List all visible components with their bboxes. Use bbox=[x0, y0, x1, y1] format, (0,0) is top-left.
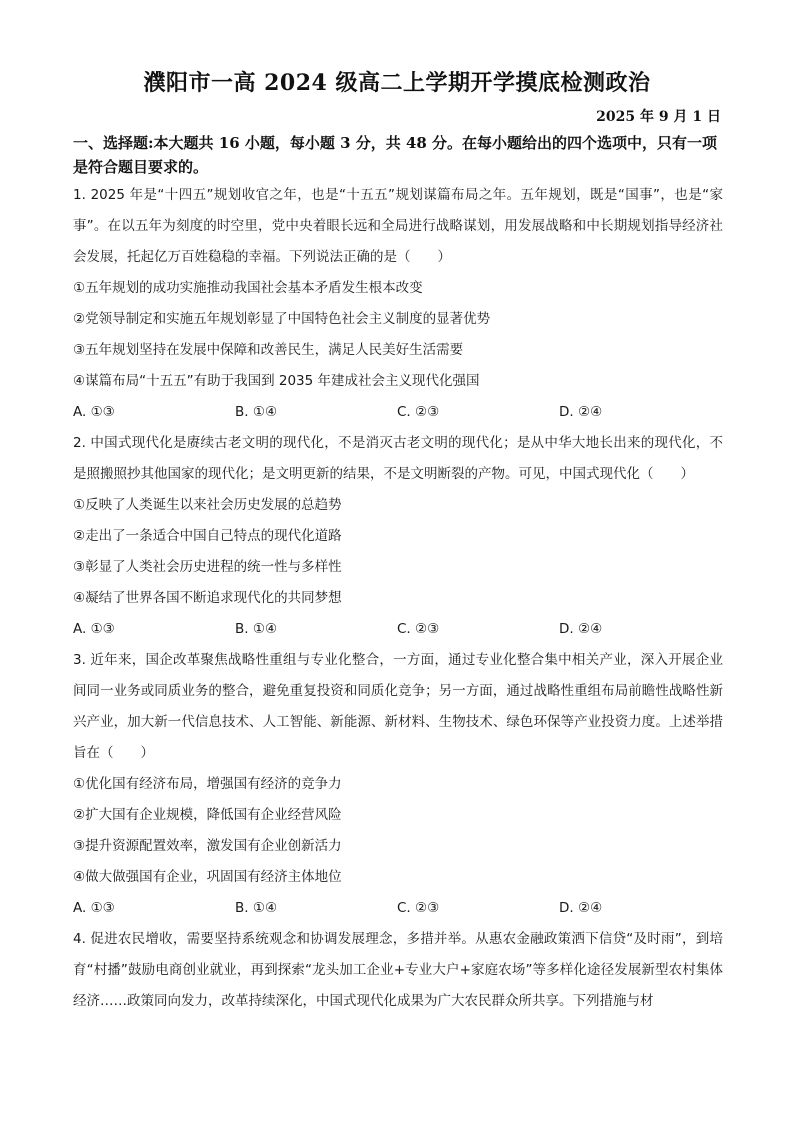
question-block bbox=[73, 924, 723, 1017]
answer-choices bbox=[73, 397, 723, 428]
statement-option: ④凝结了世界各国不断追求现代化的共同梦想 bbox=[73, 590, 342, 606]
statement-option: ①反映了人类诞生以来社会历史发展的总趋势 bbox=[73, 497, 342, 513]
question-text: 3. 近年来，国企改革聚焦战略性重组与专业化整合，一方面，通过专业化整合集中相关产业，深入开展企业间同一业务或同质业务的整合，避免重复投资和同质化竞争；另一方面，通过战略性重组布局前瞻性战略性新兴产业，加大新一代信息技术、人工智能、新能源、新材料、生物技术、绿色环保等产业投资力度。上述举措旨在（ ） bbox=[73, 652, 723, 761]
question-block bbox=[73, 645, 723, 924]
statement-option: ②走出了一条适合中国自己特点的现代化道路 bbox=[73, 528, 342, 544]
statement-option: ④做大做强国有企业，巩固国有经济主体地位 bbox=[73, 869, 342, 885]
statement-option: ②党领导制定和实施五年规划彰显了中国特色社会主义制度的显著优势 bbox=[73, 311, 491, 327]
choice-b: B. ①④ bbox=[235, 404, 278, 420]
choice-a: A. ①③ bbox=[73, 404, 115, 420]
question-block bbox=[73, 180, 723, 428]
statement-option: ③提升资源配置效率，激发国有企业创新活力 bbox=[73, 838, 342, 854]
question-block bbox=[73, 428, 723, 645]
choice-b: B. ①④ bbox=[235, 621, 278, 637]
choice-c: C. ②③ bbox=[397, 621, 440, 637]
answer-choices bbox=[73, 893, 723, 924]
choice-d: D. ②④ bbox=[559, 404, 603, 420]
choice-c: C. ②③ bbox=[397, 900, 440, 916]
answer-choices bbox=[73, 614, 723, 645]
statement-option: ①优化国有经济布局，增强国有经济的竞争力 bbox=[73, 776, 342, 792]
statement-option: ②扩大国有企业规模，降低国有企业经营风险 bbox=[73, 807, 342, 823]
section-heading: 一、选择题:本大题共 16 小题，每小题 3 分，共 48 分。在每小题给出的四个选项中，只有一项是符合题目要求的。 bbox=[73, 134, 718, 176]
statement-option: ④谋篇布局“十五五”有助于我国到 2035 年建成社会主义现代化强国 bbox=[73, 373, 480, 389]
choice-b: B. ①④ bbox=[235, 900, 278, 916]
statement-option: ③五年规划坚持在发展中保障和改善民生，满足人民美好生活需要 bbox=[73, 342, 464, 358]
question-text: 1. 2025 年是“十四五”规划收官之年，也是“十五五”规划谋篇布局之年。五年规划，既是“国事”，也是“家事”。在以五年为刻度的时空里，党中央着眼长远和全局进行战略谋划，用发展战略和中长期规划指导经济社会发展，托起亿万百姓稳稳的幸福。下列说法正确的是（ ） bbox=[73, 187, 723, 265]
statement-option: ③彰显了人类社会历史进程的统一性与多样性 bbox=[73, 559, 342, 575]
document-title: 濮阳市一高 2024 级高二上学期开学摸底检测政治 bbox=[143, 70, 651, 96]
exam-date: 2025 年 9 月 1 日 bbox=[596, 109, 721, 125]
choice-c: C. ②③ bbox=[397, 404, 440, 420]
choice-a: A. ①③ bbox=[73, 900, 115, 916]
statement-option: ①五年规划的成功实施推动我国社会基本矛盾发生根本改变 bbox=[73, 280, 423, 296]
choice-d: D. ②④ bbox=[559, 621, 603, 637]
questions-container bbox=[73, 180, 723, 1017]
choice-a: A. ①③ bbox=[73, 621, 115, 637]
question-text: 2. 中国式现代化是赓续古老文明的现代化，不是消灭古老文明的现代化；是从中华大地长出来的现代化，不是照搬照抄其他国家的现代化；是文明更新的结果，不是文明断裂的产物。可见，中国式现代化（ ） bbox=[73, 435, 723, 482]
question-text: 4. 促进农民增收，需要坚持系统观念和协调发展理念，多措并举。从惠农金融政策洒下信贷“及时雨”，到培育“村播”鼓励电商创业就业，再到探索“龙头加工企业+专业大户+家庭农场”等多样化途径发展新型农村集体经济……政策同向发力，改革持续深化，中国式现代化成果为广大农民群众所共享。下列措施与材 bbox=[73, 931, 723, 1009]
choice-d: D. ②④ bbox=[559, 900, 603, 916]
